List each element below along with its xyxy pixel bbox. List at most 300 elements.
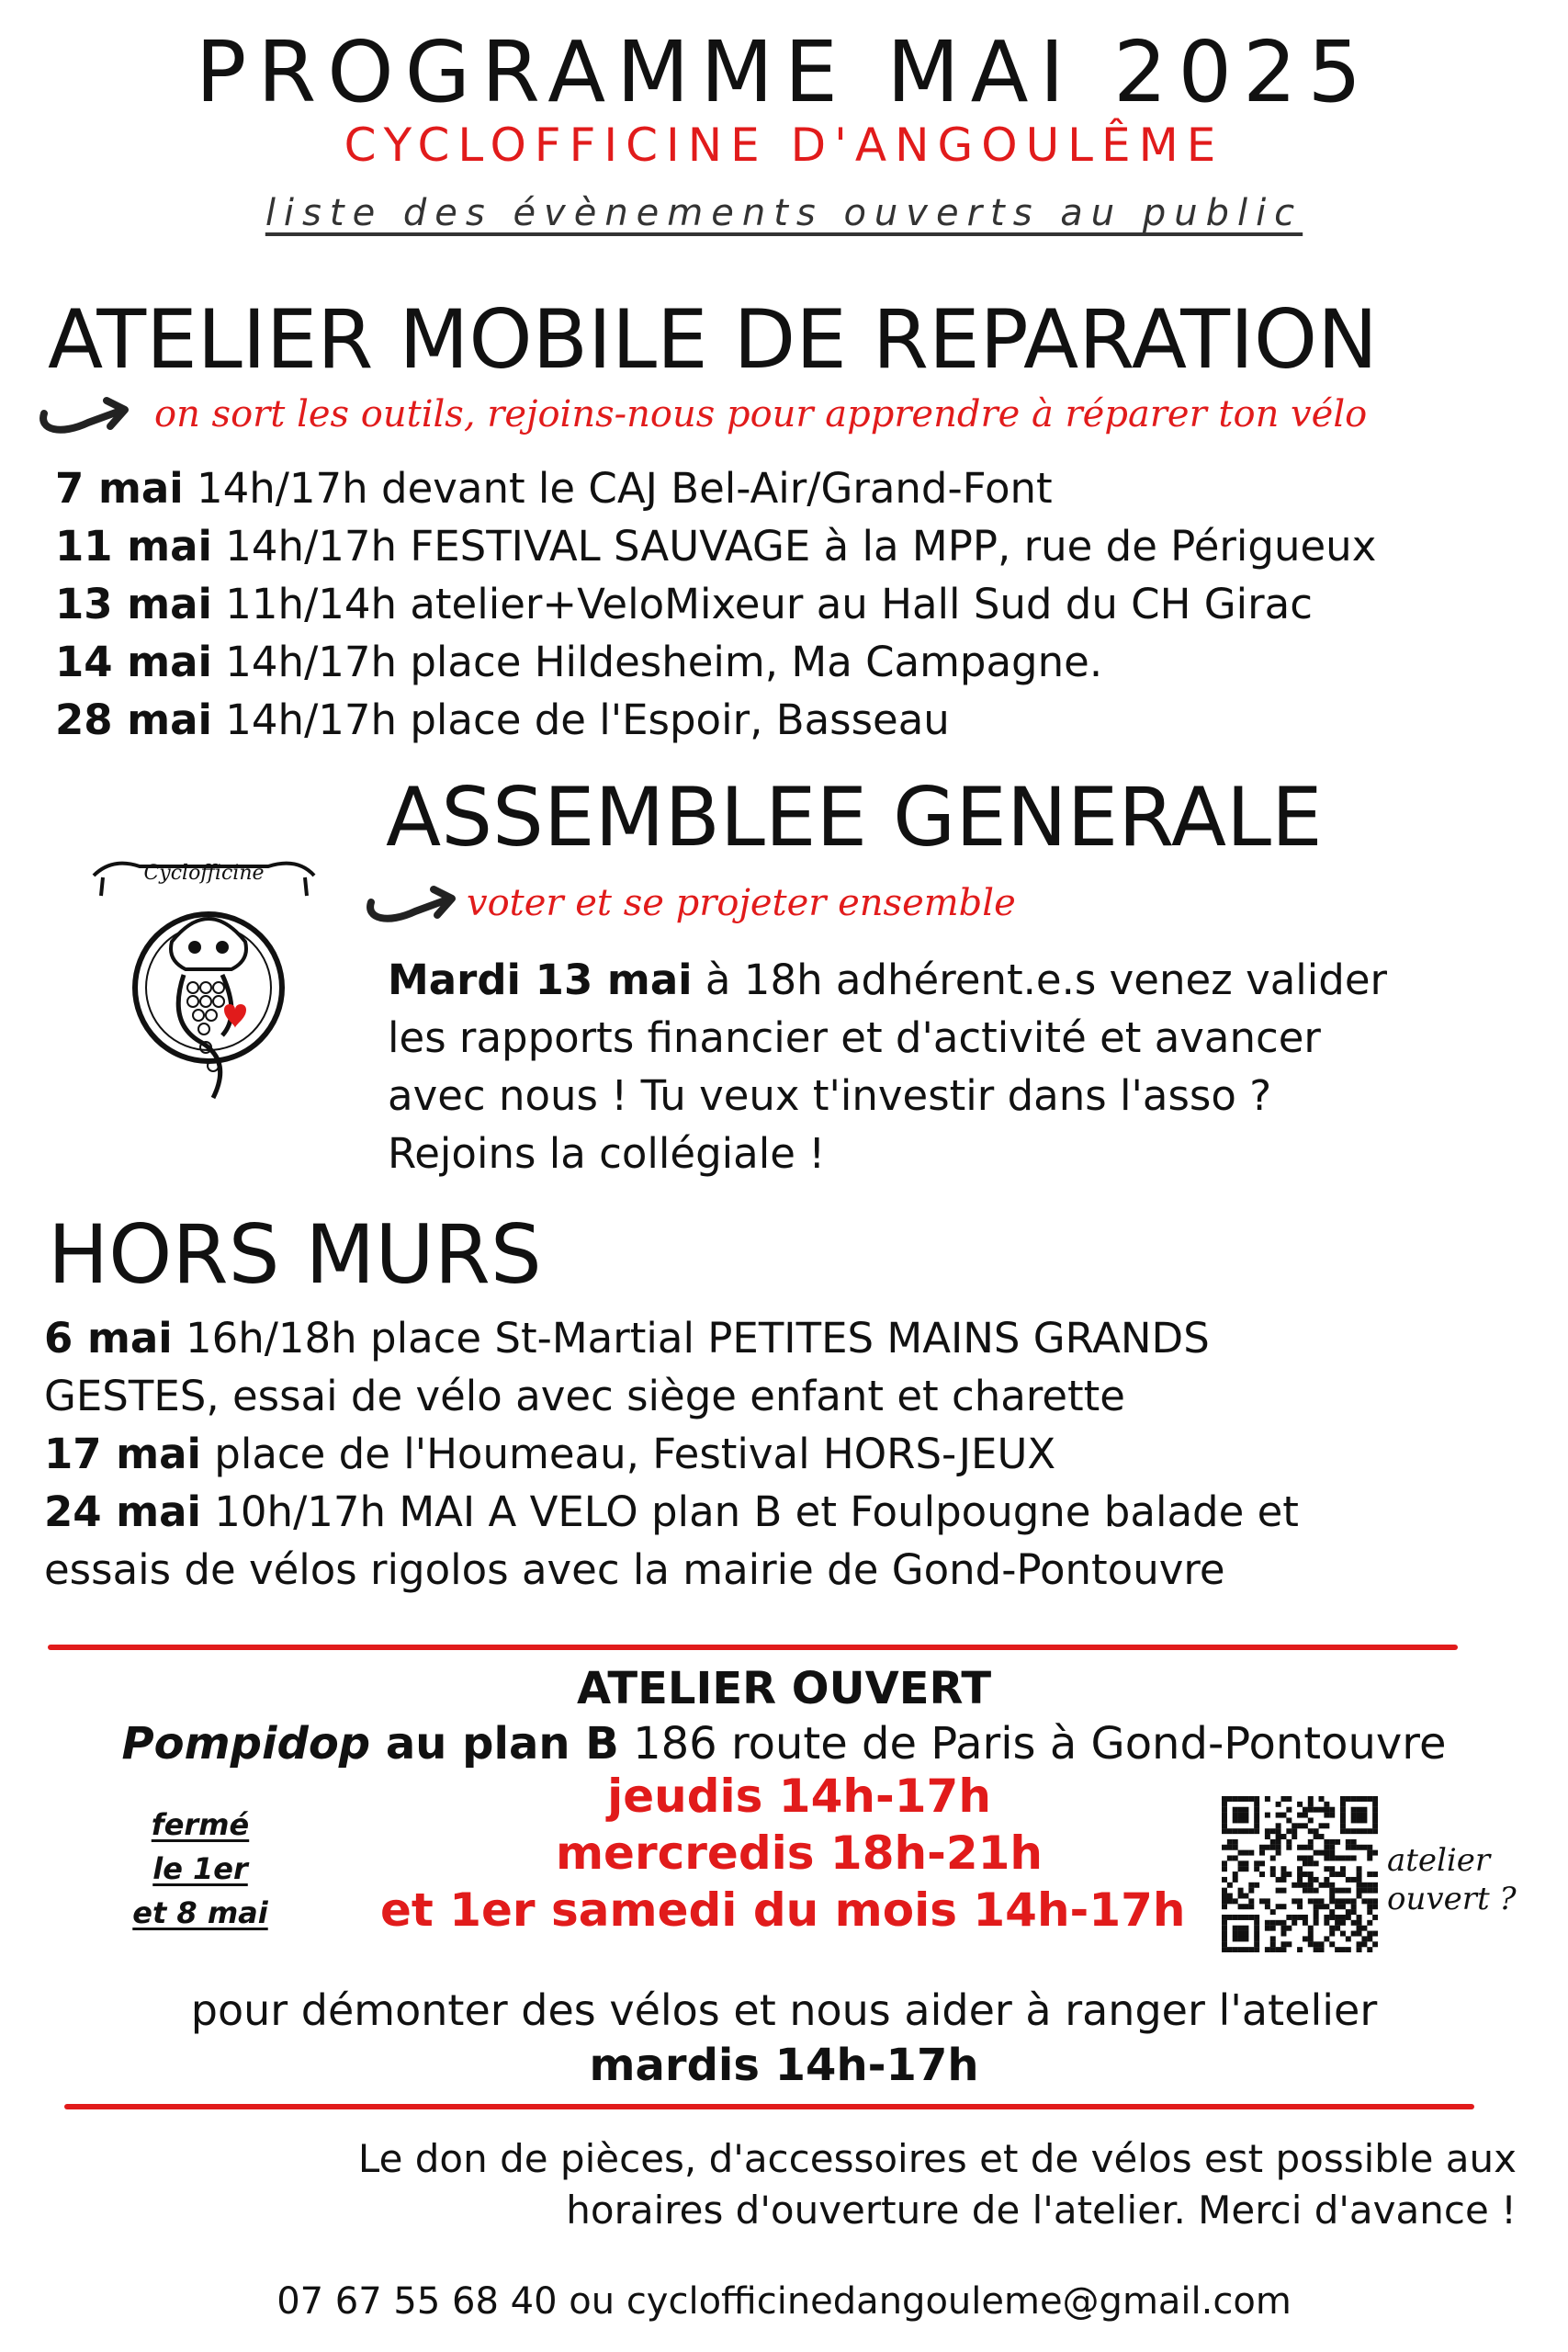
qr-module bbox=[1265, 1813, 1270, 1818]
qr-module bbox=[1270, 1920, 1276, 1926]
qr-module bbox=[1254, 1828, 1259, 1834]
event-line bbox=[55, 517, 1376, 575]
qr-module bbox=[1297, 1871, 1303, 1877]
qr-module bbox=[1335, 1920, 1340, 1926]
qr-module bbox=[1303, 1860, 1308, 1866]
qr-module bbox=[1346, 1888, 1351, 1894]
qr-module bbox=[1324, 1904, 1329, 1909]
qr-module bbox=[1248, 1898, 1254, 1904]
qr-module bbox=[1361, 1888, 1367, 1894]
qr-module bbox=[1297, 1947, 1303, 1952]
qr-module bbox=[1233, 1871, 1238, 1877]
qr-caption bbox=[1387, 1841, 1517, 1918]
event-text: place de l'Houmeau, Festival HORS-JEUX bbox=[200, 1430, 1056, 1478]
qr-module bbox=[1286, 1926, 1292, 1931]
qr-module bbox=[1243, 1947, 1248, 1952]
qr-module bbox=[1372, 1802, 1378, 1807]
qr-module bbox=[1222, 1941, 1227, 1947]
assemblee-text-line: Rejoins la collégiale ! bbox=[388, 1129, 826, 1178]
qr-module bbox=[1238, 1796, 1244, 1802]
qr-module bbox=[1324, 1845, 1329, 1850]
qr-module bbox=[1308, 1845, 1314, 1850]
qr-module bbox=[1308, 1802, 1314, 1807]
qr-module bbox=[1308, 1871, 1314, 1877]
qr-module bbox=[1248, 1850, 1254, 1856]
qr-module bbox=[1222, 1813, 1227, 1818]
qr-module bbox=[1297, 1883, 1303, 1888]
qr-module bbox=[1319, 1898, 1325, 1904]
qr-module bbox=[1303, 1823, 1308, 1828]
qr-module bbox=[1276, 1920, 1281, 1926]
qr-module bbox=[1303, 1807, 1308, 1813]
qr-module bbox=[1351, 1839, 1357, 1845]
email-link[interactable]: cyclofficinedangouleme@gmail.com bbox=[626, 2280, 1292, 2323]
qr-module bbox=[1361, 1845, 1367, 1850]
qr-module bbox=[1308, 1941, 1314, 1947]
event-date: 24 mai bbox=[44, 1487, 201, 1536]
qr-module bbox=[1361, 1936, 1367, 1941]
qr-module bbox=[1248, 1904, 1254, 1909]
qr-module bbox=[1361, 1817, 1367, 1823]
qr-module bbox=[1319, 1941, 1325, 1947]
qr-caption-line: atelier bbox=[1387, 1842, 1491, 1879]
qr-module bbox=[1351, 1817, 1357, 1823]
qr-module bbox=[1372, 1823, 1378, 1828]
qr-module bbox=[1280, 1877, 1286, 1883]
qr-module bbox=[1340, 1802, 1346, 1807]
qr-module bbox=[1308, 1796, 1314, 1802]
divider bbox=[64, 2104, 1474, 2109]
qr-module bbox=[1276, 1813, 1281, 1818]
qr-module bbox=[1329, 1898, 1335, 1904]
qr-module bbox=[1340, 1823, 1346, 1828]
qr-module bbox=[1233, 1813, 1238, 1818]
qr-module bbox=[1297, 1802, 1303, 1807]
qr-module bbox=[1372, 1898, 1378, 1904]
cyclofficine-logo bbox=[85, 841, 323, 1116]
qr-module bbox=[1233, 1877, 1238, 1883]
qr-module bbox=[1372, 1915, 1378, 1920]
donation-line: Le don de pièces, d'accessoires et de vélos est possible aux bbox=[357, 2136, 1517, 2181]
event-line bbox=[44, 1309, 1210, 1367]
qr-module bbox=[1335, 1915, 1340, 1920]
qr-module bbox=[1351, 1807, 1357, 1813]
qr-module bbox=[1303, 1883, 1308, 1888]
opening-hours: et 1er samedi du mois 14h-17h bbox=[380, 1883, 1186, 1937]
qr-module bbox=[1238, 1931, 1244, 1937]
qr-module bbox=[1346, 1839, 1351, 1845]
qr-module bbox=[1357, 1817, 1362, 1823]
qr-module bbox=[1324, 1877, 1329, 1883]
qr-module bbox=[1227, 1839, 1233, 1845]
event-line bbox=[55, 575, 1313, 633]
qr-module bbox=[1222, 1936, 1227, 1941]
qr-module bbox=[1361, 1813, 1367, 1818]
qr-module bbox=[1297, 1866, 1303, 1871]
qr-module bbox=[1329, 1909, 1335, 1915]
qr-module bbox=[1367, 1845, 1372, 1850]
qr-module bbox=[1314, 1915, 1319, 1920]
qr-module bbox=[1329, 1883, 1335, 1888]
qr-module bbox=[1292, 1898, 1297, 1904]
qr-module bbox=[1238, 1817, 1244, 1823]
qr-module bbox=[1308, 1828, 1314, 1834]
qr-module bbox=[1227, 1947, 1233, 1952]
qr-module bbox=[1243, 1866, 1248, 1871]
qr-module bbox=[1346, 1877, 1351, 1883]
atelier-ouvert-location bbox=[0, 1716, 1568, 1771]
qr-module bbox=[1280, 1866, 1286, 1871]
qr-module bbox=[1259, 1871, 1265, 1877]
qr-module bbox=[1248, 1796, 1254, 1802]
qr-module bbox=[1351, 1828, 1357, 1834]
qr-module bbox=[1292, 1883, 1297, 1888]
qr-module bbox=[1303, 1936, 1308, 1941]
event-line bbox=[55, 633, 1102, 691]
qr-module bbox=[1292, 1920, 1297, 1926]
qr-module bbox=[1329, 1941, 1335, 1947]
qr-module bbox=[1357, 1894, 1362, 1899]
qr-module bbox=[1248, 1828, 1254, 1834]
qr-module bbox=[1319, 1850, 1325, 1856]
qr-module bbox=[1270, 1926, 1276, 1931]
qr-module bbox=[1340, 1888, 1346, 1894]
qr-module bbox=[1372, 1871, 1378, 1877]
qr-module bbox=[1270, 1871, 1276, 1877]
qr-module bbox=[1346, 1915, 1351, 1920]
qr-module bbox=[1248, 1915, 1254, 1920]
qr-module bbox=[1233, 1936, 1238, 1941]
qr-module bbox=[1324, 1802, 1329, 1807]
qr-module bbox=[1372, 1817, 1378, 1823]
qr-module bbox=[1233, 1807, 1238, 1813]
qr-module bbox=[1280, 1796, 1286, 1802]
qr-module bbox=[1324, 1807, 1329, 1813]
qr-module bbox=[1238, 1936, 1244, 1941]
qr-module bbox=[1238, 1866, 1244, 1871]
qr-module bbox=[1367, 1936, 1372, 1941]
event-line bbox=[44, 1483, 1299, 1541]
donation-note bbox=[358, 2133, 1517, 2236]
qr-module bbox=[1222, 1894, 1227, 1899]
qr-module bbox=[1254, 1823, 1259, 1828]
qr-module bbox=[1222, 1807, 1227, 1813]
qr-module bbox=[1357, 1888, 1362, 1894]
qr-module bbox=[1254, 1883, 1259, 1888]
qr-module bbox=[1372, 1931, 1378, 1937]
qr-module bbox=[1303, 1845, 1308, 1850]
qr-module bbox=[1335, 1947, 1340, 1952]
qr-module bbox=[1329, 1926, 1335, 1931]
qr-module bbox=[1254, 1817, 1259, 1823]
qr-module bbox=[1329, 1850, 1335, 1856]
qr-module bbox=[1238, 1894, 1244, 1899]
qr-module bbox=[1227, 1845, 1233, 1850]
qr-module bbox=[1270, 1855, 1276, 1860]
qr-module bbox=[1324, 1920, 1329, 1926]
qr-module bbox=[1222, 1877, 1227, 1883]
page-subtitle: CYCLOFFICINE D'ANGOULÊME bbox=[344, 119, 1224, 172]
qr-module bbox=[1270, 1828, 1276, 1834]
qr-module bbox=[1297, 1898, 1303, 1904]
qr-module bbox=[1243, 1828, 1248, 1834]
qr-module bbox=[1314, 1904, 1319, 1909]
qr-module bbox=[1243, 1817, 1248, 1823]
assemblee-text-line: avec nous ! Tu veux t'investir dans l'asso ? bbox=[388, 1071, 1272, 1120]
qr-module bbox=[1222, 1845, 1227, 1850]
qr-module bbox=[1329, 1871, 1335, 1877]
qr-module bbox=[1292, 1834, 1297, 1839]
qr-module bbox=[1280, 1931, 1286, 1937]
qr-module bbox=[1297, 1855, 1303, 1860]
qr-module bbox=[1367, 1850, 1372, 1856]
qr-code[interactable] bbox=[1222, 1796, 1378, 1952]
qr-module bbox=[1357, 1796, 1362, 1802]
qr-module bbox=[1222, 1915, 1227, 1920]
qr-module bbox=[1346, 1947, 1351, 1952]
qr-module bbox=[1222, 1828, 1227, 1834]
qr-module bbox=[1222, 1904, 1227, 1909]
qr-module bbox=[1357, 1845, 1362, 1850]
qr-module bbox=[1297, 1904, 1303, 1909]
qr-module bbox=[1335, 1888, 1340, 1894]
qr-module bbox=[1357, 1807, 1362, 1813]
qr-module bbox=[1329, 1845, 1335, 1850]
contact-separator: ou bbox=[557, 2280, 626, 2323]
qr-module bbox=[1233, 1947, 1238, 1952]
qr-module bbox=[1340, 1828, 1346, 1834]
qr-module bbox=[1319, 1947, 1325, 1952]
qr-module bbox=[1329, 1894, 1335, 1899]
qr-module bbox=[1372, 1796, 1378, 1802]
qr-module bbox=[1346, 1936, 1351, 1941]
qr-module bbox=[1280, 1834, 1286, 1839]
qr-module bbox=[1357, 1926, 1362, 1931]
qr-module bbox=[1238, 1813, 1244, 1818]
assemblee-text-line: les rapports financier et d'activité et avancer bbox=[388, 1013, 1321, 1062]
qr-module bbox=[1233, 1845, 1238, 1850]
qr-module bbox=[1314, 1877, 1319, 1883]
qr-module bbox=[1243, 1936, 1248, 1941]
qr-module bbox=[1367, 1904, 1372, 1909]
helper-hours: mardis 14h-17h bbox=[589, 2040, 979, 2091]
event-text: 14h/17h FESTIVAL SAUVAGE à la MPP, rue de Périgueux bbox=[211, 522, 1377, 571]
qr-module bbox=[1346, 1845, 1351, 1850]
qr-module bbox=[1280, 1947, 1286, 1952]
qr-module bbox=[1346, 1855, 1351, 1860]
qr-module bbox=[1340, 1898, 1346, 1904]
qr-module bbox=[1238, 1888, 1244, 1894]
qr-module bbox=[1340, 1807, 1346, 1813]
qr-module bbox=[1314, 1850, 1319, 1856]
assemblee-tagline: voter et se projeter ensemble bbox=[467, 882, 1016, 924]
qr-module bbox=[1292, 1823, 1297, 1828]
qr-module bbox=[1324, 1855, 1329, 1860]
qr-module bbox=[1357, 1915, 1362, 1920]
qr-module bbox=[1222, 1920, 1227, 1926]
qr-module bbox=[1335, 1871, 1340, 1877]
qr-module bbox=[1280, 1871, 1286, 1877]
qr-module bbox=[1297, 1845, 1303, 1850]
qr-module bbox=[1340, 1920, 1346, 1926]
qr-module bbox=[1329, 1866, 1335, 1871]
qr-module bbox=[1308, 1817, 1314, 1823]
qr-module bbox=[1286, 1796, 1292, 1802]
qr-module bbox=[1254, 1926, 1259, 1931]
qr-module bbox=[1254, 1915, 1259, 1920]
qr-module bbox=[1308, 1898, 1314, 1904]
qr-module bbox=[1351, 1796, 1357, 1802]
qr-module bbox=[1367, 1931, 1372, 1937]
event-text: 14h/17h devant le CAJ Bel-Air/Grand-Font bbox=[183, 464, 1053, 513]
qr-module bbox=[1308, 1888, 1314, 1894]
qr-module bbox=[1286, 1807, 1292, 1813]
qr-module bbox=[1367, 1888, 1372, 1894]
assemblee-text: à 18h adhérent.e.s venez valider bbox=[692, 956, 1388, 1004]
qr-module bbox=[1265, 1904, 1270, 1909]
qr-module bbox=[1340, 1931, 1346, 1937]
event-text: 10h/17h MAI A VELO plan B et Foulpougne balade et bbox=[200, 1487, 1299, 1536]
phone-number[interactable]: 07 67 55 68 40 bbox=[276, 2280, 558, 2323]
qr-module bbox=[1303, 1920, 1308, 1926]
qr-module bbox=[1357, 1866, 1362, 1871]
qr-module bbox=[1346, 1909, 1351, 1915]
qr-module bbox=[1270, 1947, 1276, 1952]
qr-module bbox=[1227, 1828, 1233, 1834]
qr-module bbox=[1372, 1850, 1378, 1856]
qr-module bbox=[1361, 1828, 1367, 1834]
event-text: 16h/18h place St-Martial PETITES MAINS GRANDS bbox=[172, 1314, 1210, 1363]
qr-module bbox=[1351, 1845, 1357, 1850]
qr-module bbox=[1324, 1936, 1329, 1941]
qr-module bbox=[1227, 1855, 1233, 1860]
qr-module bbox=[1238, 1807, 1244, 1813]
qr-module bbox=[1367, 1855, 1372, 1860]
qr-module bbox=[1372, 1807, 1378, 1813]
qr-module bbox=[1351, 1904, 1357, 1909]
qr-module bbox=[1227, 1915, 1233, 1920]
qr-module bbox=[1346, 1796, 1351, 1802]
qr-module bbox=[1265, 1828, 1270, 1834]
page-tagline: liste des évènements ouverts au public bbox=[265, 192, 1303, 234]
qr-module bbox=[1270, 1909, 1276, 1915]
qr-module bbox=[1367, 1796, 1372, 1802]
qr-module bbox=[1319, 1904, 1325, 1909]
qr-module bbox=[1351, 1877, 1357, 1883]
event-date: 6 mai bbox=[44, 1314, 173, 1363]
qr-module bbox=[1233, 1926, 1238, 1931]
qr-module bbox=[1276, 1904, 1281, 1909]
qr-module bbox=[1233, 1931, 1238, 1937]
qr-module bbox=[1270, 1866, 1276, 1871]
qr-module bbox=[1270, 1845, 1276, 1850]
qr-module bbox=[1243, 1894, 1248, 1899]
closed-line: et 8 mai bbox=[132, 1895, 268, 1930]
qr-module bbox=[1222, 1817, 1227, 1823]
logo-text: Cyclofficine bbox=[143, 862, 265, 885]
qr-module bbox=[1254, 1807, 1259, 1813]
qr-module bbox=[1324, 1823, 1329, 1828]
qr-module bbox=[1340, 1817, 1346, 1823]
qr-module bbox=[1340, 1947, 1346, 1952]
qr-module bbox=[1346, 1828, 1351, 1834]
qr-module bbox=[1222, 1860, 1227, 1866]
qr-module bbox=[1351, 1909, 1357, 1915]
qr-module bbox=[1233, 1817, 1238, 1823]
qr-module bbox=[1276, 1802, 1281, 1807]
qr-module bbox=[1308, 1931, 1314, 1937]
qr-module bbox=[1361, 1796, 1367, 1802]
qr-module bbox=[1351, 1920, 1357, 1926]
qr-module bbox=[1222, 1926, 1227, 1931]
assemblee-heading: ASSEMBLEE GENERALE bbox=[386, 770, 1323, 865]
qr-module bbox=[1361, 1807, 1367, 1813]
event-line bbox=[44, 1425, 1055, 1483]
qr-module bbox=[1308, 1855, 1314, 1860]
qr-module bbox=[1243, 1904, 1248, 1909]
qr-module bbox=[1367, 1898, 1372, 1904]
qr-module bbox=[1303, 1888, 1308, 1894]
qr-module bbox=[1254, 1931, 1259, 1937]
qr-module bbox=[1259, 1860, 1265, 1866]
qr-module bbox=[1297, 1915, 1303, 1920]
atelier-mobile-heading: ATELIER MOBILE DE REPARATION bbox=[48, 292, 1379, 387]
qr-module bbox=[1248, 1947, 1254, 1952]
qr-module bbox=[1276, 1947, 1281, 1952]
qr-module bbox=[1227, 1883, 1233, 1888]
qr-module bbox=[1357, 1883, 1362, 1888]
qr-module bbox=[1243, 1850, 1248, 1856]
qr-module bbox=[1270, 1936, 1276, 1941]
qr-module bbox=[1357, 1871, 1362, 1877]
qr-module bbox=[1340, 1915, 1346, 1920]
qr-module bbox=[1286, 1817, 1292, 1823]
qr-module bbox=[1286, 1941, 1292, 1947]
qr-module bbox=[1329, 1807, 1335, 1813]
qr-module bbox=[1314, 1941, 1319, 1947]
qr-module bbox=[1227, 1796, 1233, 1802]
qr-module bbox=[1276, 1877, 1281, 1883]
qr-module bbox=[1303, 1813, 1308, 1818]
qr-module bbox=[1329, 1888, 1335, 1894]
qr-module bbox=[1243, 1931, 1248, 1937]
assemblee-date: Mardi 13 mai bbox=[388, 956, 693, 1004]
qr-module bbox=[1292, 1915, 1297, 1920]
event-date: 14 mai bbox=[55, 638, 212, 686]
qr-module bbox=[1280, 1813, 1286, 1818]
qr-module bbox=[1286, 1828, 1292, 1834]
qr-module bbox=[1254, 1866, 1259, 1871]
event-text: 11h/14h atelier+VeloMixeur au Hall Sud du CH Girac bbox=[211, 580, 1313, 628]
qr-module bbox=[1308, 1877, 1314, 1883]
event-line: GESTES, essai de vélo avec siège enfant et charette bbox=[44, 1372, 1125, 1420]
qr-module bbox=[1254, 1802, 1259, 1807]
qr-module bbox=[1346, 1898, 1351, 1904]
qr-module bbox=[1238, 1828, 1244, 1834]
qr-module bbox=[1276, 1834, 1281, 1839]
qr-module bbox=[1357, 1947, 1362, 1952]
qr-module bbox=[1286, 1871, 1292, 1877]
page-title: PROGRAMME MAI 2025 bbox=[195, 23, 1373, 121]
event-text: 14h/17h place de l'Espoir, Basseau bbox=[211, 695, 950, 744]
qr-module bbox=[1238, 1926, 1244, 1931]
qr-module bbox=[1351, 1855, 1357, 1860]
qr-module bbox=[1233, 1796, 1238, 1802]
qr-module bbox=[1265, 1920, 1270, 1926]
qr-module bbox=[1254, 1860, 1259, 1866]
qr-module bbox=[1367, 1871, 1372, 1877]
qr-module bbox=[1265, 1845, 1270, 1850]
